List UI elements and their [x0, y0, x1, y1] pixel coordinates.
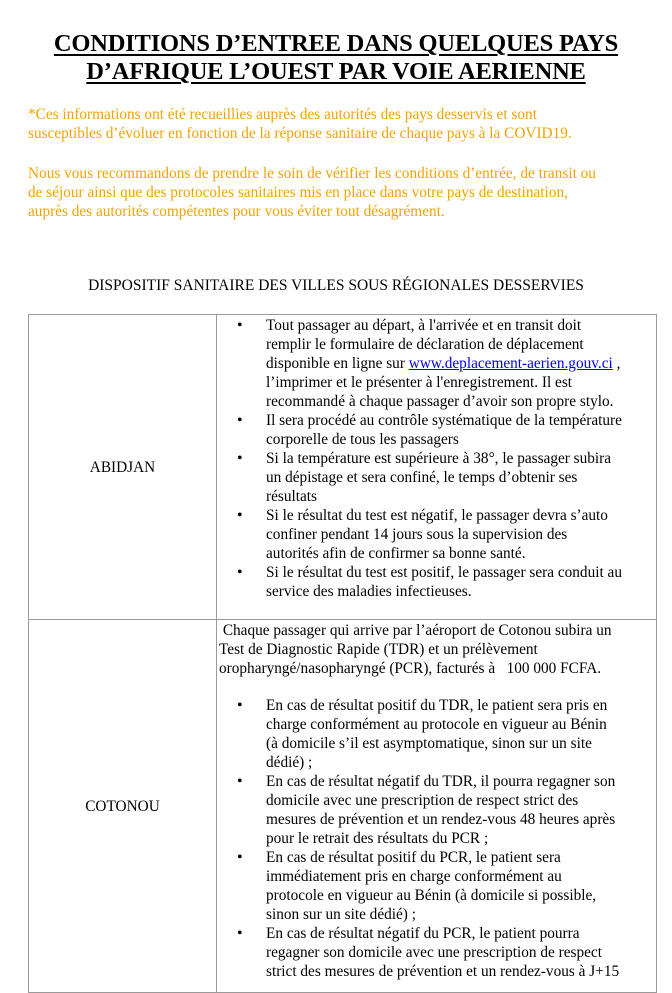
item-line: • Si le résultat du test est négatif, le passager devra s’auto: [266, 507, 608, 524]
item-text: disponible en ligne sur: [266, 355, 409, 372]
item-line: • En cas de résultat négatif du TDR, il pourra regagner son: [266, 773, 616, 790]
sanitary-measures-table: [28, 314, 657, 993]
item-line: un dépistage et sera confiné, le temps d’obtenir ses: [266, 469, 578, 486]
disclaimer-line-1: *Ces informations ont été recueillies auprès des autorités des pays desservis et sont: [28, 106, 537, 123]
item-line: • Il sera procédé au contrôle systématique de la température: [266, 412, 622, 429]
abidjan-measures-list: [217, 316, 656, 601]
recommendation-line-2: de séjour ainsi que des protocoles sanitaires mis en place dans votre pays de destination,: [28, 184, 568, 201]
document-title: [0, 30, 672, 86]
measures-cell-cotonou: [217, 620, 657, 993]
item-line: sinon sur un site dédié) ;: [266, 906, 416, 923]
measures-cell-abidjan: [217, 315, 657, 620]
city-cell-cotonou: COTONOU: [29, 620, 217, 993]
intro-line: Chaque passager qui arrive par l’aéroport de Cotonou subira un: [219, 622, 612, 639]
item-line: • En cas de résultat positif du PCR, le patient sera: [266, 849, 561, 866]
item-line: pour le retrait des résultats du PCR ;: [266, 830, 489, 847]
city-cell-abidjan: ABIDJAN: [29, 315, 217, 620]
list-item: [217, 411, 656, 449]
item-line-with-link: [266, 354, 656, 373]
title-line-1: CONDITIONS D’ENTREE DANS QUELQUES PAYS: [53, 30, 619, 57]
item-line: protocole en vigueur au Bénin (à domicile si possible,: [266, 887, 597, 904]
item-line: autorités afin de confirmer sa bonne santé.: [266, 545, 526, 562]
list-item: [217, 506, 656, 563]
item-line: corporelle de tous les passagers: [266, 431, 459, 448]
disclaimer-line-2: susceptibles d’évoluer en fonction de la réponse sanitaire de chaque pays à la COVID19.: [28, 125, 572, 142]
list-item: [217, 696, 656, 772]
disclaimer-note: [28, 105, 658, 143]
list-item: [217, 316, 656, 411]
item-line: l’imprimer et le présenter à l'enregistrement. Il est: [266, 374, 573, 391]
item-line: • En cas de résultat positif du TDR, le patient sera pris en: [266, 697, 608, 714]
table-row-cotonou: [29, 620, 657, 993]
item-line: • Si la température est supérieure à 38°, le passager subira: [266, 450, 612, 467]
item-line: • En cas de résultat négatif du PCR, le patient pourra: [266, 925, 580, 942]
item-line: • Tout passager au départ, à l'arrivée et en transit doit: [266, 317, 582, 334]
item-line: immédiatement pris en charge conformément au: [266, 868, 562, 885]
item-text: ,: [612, 355, 621, 372]
title-line-2: D’AFRIQUE L’OUEST PAR VOIE AERIENNE: [86, 58, 586, 85]
item-line: regagner son domicile avec une prescription de respect: [266, 944, 602, 961]
cotonou-intro: [217, 620, 656, 678]
item-line: mesures de prévention et un rendez-vous 48 heures après: [266, 811, 616, 828]
spacer: [217, 678, 656, 696]
recommendation-line-3: auprès des autorités compétentes pour vous éviter tout désagrément.: [28, 203, 445, 220]
list-item: [217, 449, 656, 506]
item-line: charge conformément au protocole en vigueur au Bénin: [266, 716, 607, 733]
intro-line: oropharyngé/nasopharyngé (PCR), facturés à 100 000 FCFA.: [219, 660, 602, 677]
item-line: résultats: [266, 488, 317, 505]
recommendation-line-1: Nous vous recommandons de prendre le soin de vérifier les conditions d’entrée, de transit ou: [28, 165, 596, 182]
recommendation-note: [28, 164, 658, 221]
section-heading: DISPOSITIF SANITAIRE DES VILLES SOUS RÉGIONALES DESSERVIES: [88, 277, 584, 294]
item-line: domicile avec une prescription de respect strict des: [266, 792, 579, 809]
intro-line: Test de Diagnostic Rapide (TDR) et un prélèvement: [219, 641, 538, 658]
item-line: • Si le résultat du test est positif, le passager sera conduit au: [266, 564, 622, 581]
list-item: [217, 563, 656, 601]
item-line: recommandé à chaque passager d’avoir son propre stylo.: [266, 393, 614, 410]
item-line: strict des mesures de prévention et un rendez-vous à J+15: [266, 963, 620, 980]
item-line: confiner pendant 14 jours sous la supervision des: [266, 526, 568, 543]
cotonou-measures-list: [217, 696, 656, 981]
list-item: [217, 772, 656, 848]
list-item: [217, 848, 656, 924]
item-line: remplir le formulaire de déclaration de déplacement: [266, 336, 584, 353]
item-line: (à domicile s’il est asymptomatique, sinon sur un site: [266, 735, 592, 752]
deplacement-aerien-link[interactable]: www.deplacement-aerien.gouv.ci: [408, 355, 613, 372]
table-row-abidjan: [29, 315, 657, 620]
list-item: [217, 924, 656, 981]
item-line: dédié) ;: [266, 754, 313, 771]
item-line: service des maladies infectieuses.: [266, 583, 472, 600]
